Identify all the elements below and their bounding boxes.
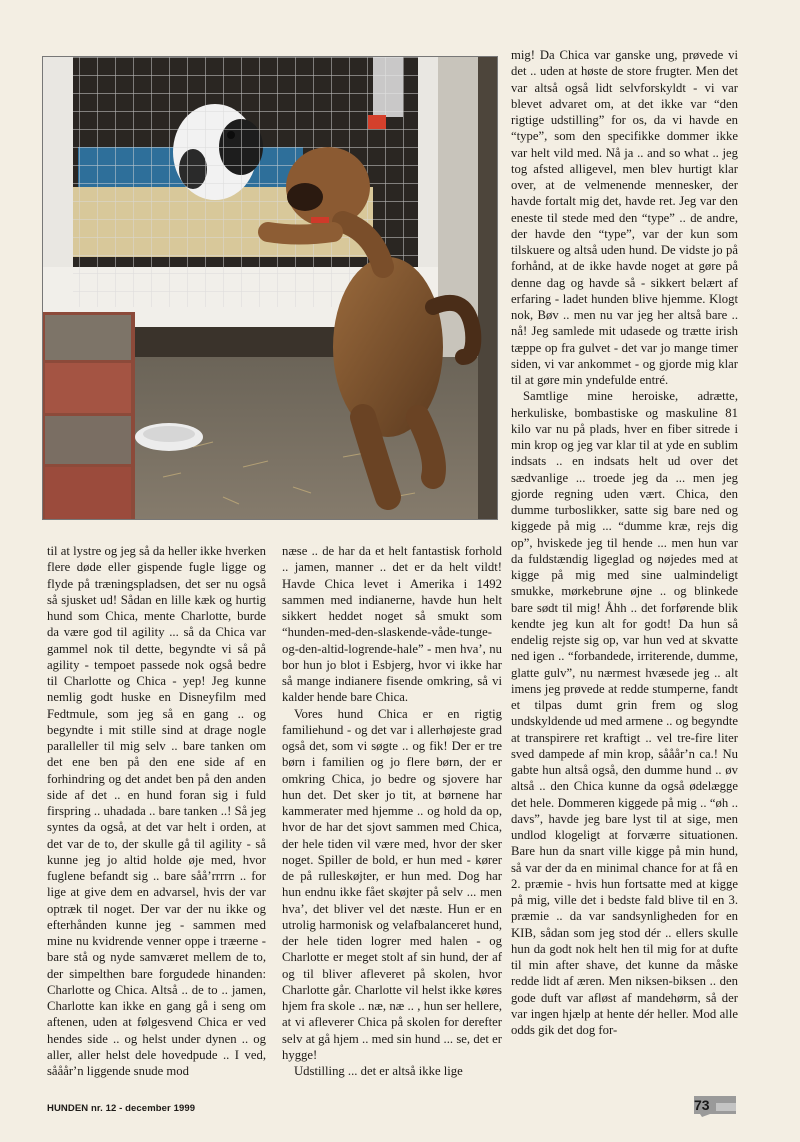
article-column-2: [282, 543, 502, 1091]
paragraph: Vores hund Chica er en rigtig familiehund - og det var i allerhøjeste grad også det, som vi søgte .. og fik! Der er tre børn i familien og jo flere børn, der er omkring Chica, jo bedre og sjovere har hun det. Det sker jo tit, at børnene har kammerater med hjemme .. og hold da op, hvor de har det sjovt sammen med Chica, der hele tiden vil være med, hvor der sker noget. Spiller de bold, er hun med - kører de på rulleskøjter, er hun med. Dog har hun endnu ikke fået skøjter på selv ... men hva’, det bliver vel det næste. Hun er en utrolig harmonisk og velafbalanceret hund, der hele tiden logrer med halen - og Charlotte er meget stolt af sin hund, der af og til bliver afleveret på skolen, hvor Charlotte går. Charlotte vil helst ikke køres hjem fra skole .. næ, næ .. , hun ser hellere, at vi afleverer Chica på skolen for derefter selv at gå hjem .. med sin hund ... se, det er hygge!: [282, 706, 502, 1062]
article-column-3: [511, 47, 738, 1087]
paragraph: Udstilling ... det er altså ikke lige: [294, 1064, 463, 1078]
article-column-1: [47, 543, 266, 1091]
paragraph: til at lystre og jeg så da heller ikke hverken flere døde eller gispende fugle ligge og flyde på træningspladsen, det ser nu også så sjusket ud! Sådan en lille kæk og hurtig hund som Chica, mente Charlotte, burde da være god til agility ... så da Chica var gammel nok til dette, begyndte vi så på agility - tempoet passede nok også bedre til Charlotte og Chica - yep! Jeg kunne nemlig godt huske en Disneyfilm med Fedtmule, som jeg så en gang .. og begyndte i mit stille sind at drage nogle paralleller til mig selv .. bare tanken om det ene ben på den ene side af en forhindring og det andet ben på den anden side af det .. en hund foran sig i fuld firspring .. uhadada .. bare tanken ..! Så jeg syntes da også, at det var helt i orden, at det var de to, der skulle gå til agility - så kunne jeg jo altid holde øje med, hvor fuglene befandt sig .. bare sååʼrrrrn .. for lige at give dem en advarsel, hvis der var optræk til noget. Der var der nu ikke og efterhånden kunne jeg - sammen med mine nu kvidrende venner oppe i træerne - bare stå og nyde samværet mellem de to, der simpelthen bare forgudede hinanden: Charlotte og Chica. Altså .. de to .. jamen, Charlotte kan ikke en gang gå i seng om aftenen, uden at følgesvend Chica er ved hendes side .. og helst under dynen .. og aller, aller helst dele hovedpude .. I ved, sååårʼn liggende snude mod: [47, 544, 266, 1078]
magazine-footer: HUNDEN nr. 12 - december 1999: [47, 1103, 196, 1114]
article-photo: [42, 56, 498, 520]
page-number: 73: [694, 1097, 710, 1113]
dog-and-rabbit-illustration: [43, 57, 497, 519]
paragraph: mig! Da Chica var ganske ung, prøvede vi det .. uden at høste de store frugter. Men det var altså også lidt selvforskyldt - vi var blevet advaret om, at det ikke var “den rigtige udstilling” for os, da vi havde en “type”, som den specifikke dommer ikke var helt vild med. Nå ja .. and so what .. jeg tog afsted alligevel, men blev hurtigt klar over, at de velmenende mennesker, der havde fortalt mig det, havde ret. Jeg var den eneste til stede med den “type” .. de andre, der havde den “type”, var der kun som tilskuere og altså uden hund. De vidste jo på forhånd, at de ikke havde noget at gøre på denne dag og havde så - sikkert belært af erfaring - ladet hunden blive hjemme. Klogt nok, Bøv .. men nu var jeg her altså bare .. nå! Jeg samlede mit udasede og trætte irish tæppe op fra gulvet - det var jo mange timer siden, vi var ankommet - og gjorde mig klar til at gøre min yndefulde entré.: [511, 48, 738, 387]
paragraph: næse .. de har da et helt fantastisk forhold .. jamen, manner .. det er da helt vildt! Havde Chica levet i Amerika i 1492 sammen med indianerne, havde hun helt sikkert heddet noget så smukt som “hunden-med-den-slaskende-våde-tunge-og-den-altid-logrende-hale” - men hva’, nu bor hun jo blot i Esbjerg, hvor vi ikke har så mange indianere fisende omkring, så vi kalder hende bare Chica.: [282, 544, 502, 705]
paragraph: Samtlige mine heroiske, adrætte, herkuliske, bombastiske og maskuline 81 kilo var nu på plads, hver en fiber sitrede i min krop og jeg var klar til at yde en sublim indsats .. en indsats helt ud over det sædvanlige ... troede jeg da ... men jeg gjorde regning uden vært. Chica, den dumme turboslikker, satte sig bare ned og kiggede på mig ... “dumme kræ, rejs dig op”, hviskede jeg til hende ... men hun var da fuldstændig ligeglad og nøjedes med at kigge på mig med sine ualmindeligt smukke, mørkebrune øjne .. og blinkede bare sødt til mig! Åhh .. det forførende blik kendte jeg kun alt for godt! Da hun så endelig rejste sig op, var hun ved at skvatte ned igen .. “forbandede, irriterende, dumme, glatte gulv”, nu nærmest hvæsede jeg .. alt imens jeg prøvede at redde stumperne, fandt et tilpas dumt grin frem og slog undskyldende ud med armene .. og begyndte at transpirere ret kraftigt .. vel tre-fire liter sved dampede af min krop, sååårʼn ca.! Nu gabte hun altså også, den dumme hund .. øv altså .. den Chica kunne da også ødelægge det hele. Dommeren kiggede på mig .. “øh .. davs”, havde jeg bare lyst til at sige, men undlod klogeligt at forværre situationen. Bare hun da snart ville kigge på min hund, så var der da en minimal chance for at få en 2. præmie - hvis hun fortsatte med at kigge på mig, ville det i bedste fald blive til en 3. præmie .. da var sandsynligheden for en KIB, sådan som jeg stod dér .. ellers skulle hun da godt nok helt hen til mig for at dufte til min after shave, det kunne da måske redde lidt af æren. Men niksen-biksen .. den gode duft var afløst af mandehørm, så der var ingen hjælp at hente dér heller. Mod alle odds gik det dog for-: [511, 389, 738, 1037]
